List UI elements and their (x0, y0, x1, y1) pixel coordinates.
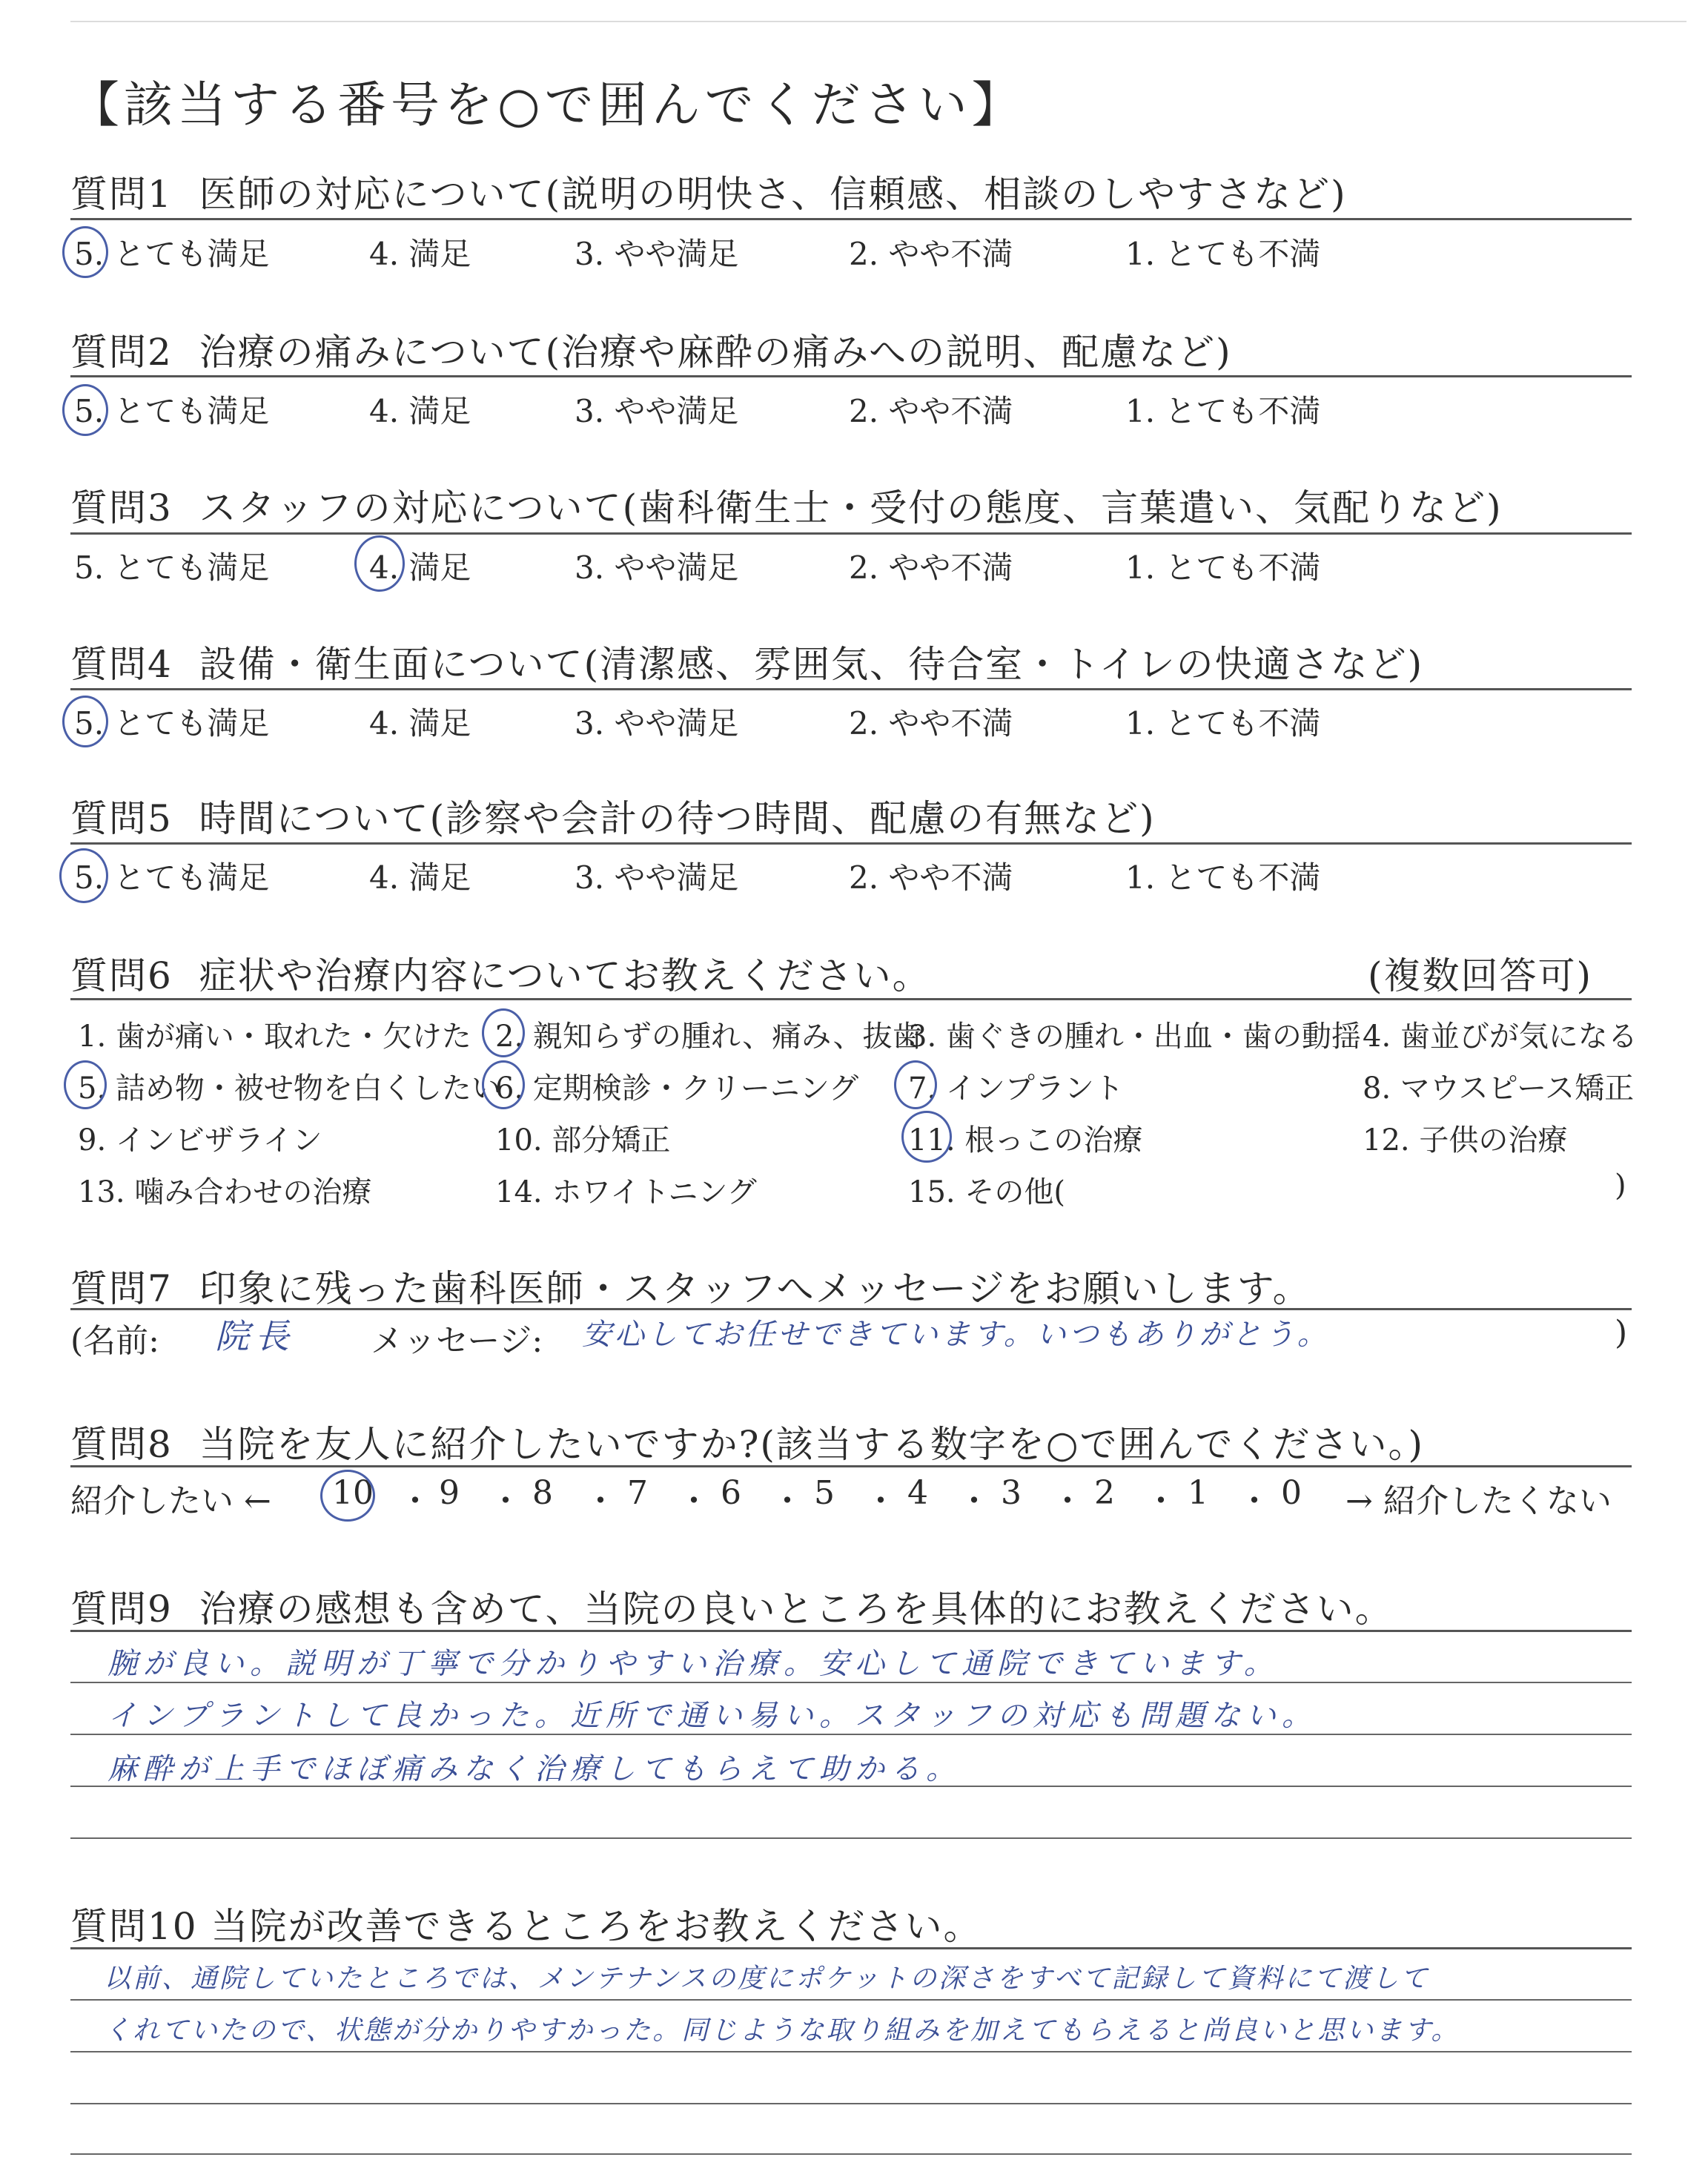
q5-option-5[interactable]: 5. とても満足 (74, 859, 270, 896)
q8-scale-right-label: → 紹介したくない (1345, 1482, 1612, 1520)
question-4-heading (70, 635, 1423, 688)
q3-option-3[interactable]: 3. やや満足 (575, 549, 739, 586)
q9-answer-line-1[interactable]: 腕が良い。説明が丁寧で分かりやすい治療。安心して通院できています。 (107, 1647, 1280, 1681)
q2-option-5[interactable]: 5. とても満足 (74, 393, 270, 429)
q9-writing-line (70, 1837, 1632, 1839)
q8-sep: ・ (399, 1482, 431, 1520)
q6-option-9[interactable]: 9. インビザライン (78, 1123, 322, 1157)
question-2-heading (70, 323, 1232, 376)
q8-sep: ・ (489, 1482, 522, 1520)
q3-option-5[interactable]: 5. とても満足 (74, 549, 270, 586)
q4-option-1[interactable]: 1. とても不満 (1125, 705, 1321, 742)
question-1-heading (70, 165, 1347, 218)
q8-sep: ・ (1051, 1482, 1084, 1520)
q6-option-5[interactable]: 5. 詰め物・被せ物を白くしたい (78, 1071, 501, 1106)
question-1-rule (70, 218, 1632, 220)
q2-option-4[interactable]: 4. 満足 (369, 393, 471, 429)
question-5-rule (70, 842, 1632, 845)
q5-option-1[interactable]: 1. とても不満 (1125, 859, 1321, 896)
question-10-heading (70, 1897, 982, 1950)
question-5-label: 質問5 (70, 797, 173, 840)
question-2-text: 治療の痛みについて(治療や麻酔の痛みへの説明、配慮など) (199, 331, 1232, 374)
q1-option-1[interactable]: 1. とても不満 (1125, 236, 1321, 272)
q8-sep: ・ (584, 1482, 617, 1520)
q6-answer-circle-5 (64, 1060, 107, 1109)
q10-answer-line-2[interactable]: くれていたので、状態が分かりやすかった。同じような取り組みを加えてもらえると尚良いと思います。 (104, 2015, 1460, 2046)
q3-option-1[interactable]: 1. とても不満 (1125, 549, 1321, 586)
q7-message-value[interactable]: 安心してお任せできています。いつもありがとう。 (582, 1318, 1330, 1352)
q5-option-4[interactable]: 4. 満足 (369, 859, 471, 896)
q1-option-4[interactable]: 4. 満足 (369, 236, 471, 272)
q1-option-2[interactable]: 2. やや不満 (849, 236, 1013, 272)
q9-answer-line-2[interactable]: インプラントして良かった。近所で通い易い。スタッフの対応も問題ない。 (107, 1699, 1317, 1733)
q8-value-0[interactable]: 0 (1281, 1474, 1302, 1512)
question-4-label: 質問4 (70, 643, 173, 686)
q4-answer-circle (62, 696, 108, 747)
q5-option-3[interactable]: 3. やや満足 (575, 859, 739, 896)
question-1-label: 質問1 (70, 173, 173, 216)
q8-sep: ・ (771, 1482, 804, 1520)
question-9-rule (70, 1630, 1632, 1632)
q6-option-8[interactable]: 8. マウスピース矯正 (1363, 1071, 1635, 1106)
question-3-label: 質問3 (70, 486, 173, 529)
question-10-rule (70, 1947, 1632, 1949)
question-7-rule (70, 1308, 1632, 1310)
q6-option-15[interactable]: 15. その他( (908, 1175, 1065, 1209)
q8-value-8[interactable]: 8 (532, 1474, 553, 1512)
question-2-label: 質問2 (70, 331, 173, 374)
q8-sep: ・ (1238, 1482, 1271, 1520)
q8-sep: ・ (864, 1482, 897, 1520)
question-6-text: 症状や治療内容についてお教えください。 (199, 954, 931, 997)
question-9-text: 治療の感想も含めて、当院の良いところを具体的にお教えください。 (199, 1588, 1394, 1631)
q8-value-4[interactable]: 4 (907, 1474, 928, 1512)
q8-value-10[interactable]: 10 (332, 1474, 374, 1512)
q8-sep: ・ (958, 1482, 990, 1520)
q6-answer-circle-6 (482, 1060, 525, 1109)
q8-value-6[interactable]: 6 (721, 1474, 741, 1512)
q10-writing-line (70, 2103, 1632, 2104)
q2-option-2[interactable]: 2. やや不満 (849, 393, 1013, 429)
question-6-heading (70, 946, 931, 1000)
q7-message-label: メッセージ: (371, 1322, 543, 1360)
q6-option-13[interactable]: 13. 噛み合わせの治療 (78, 1175, 372, 1209)
q10-writing-line (70, 1999, 1632, 2001)
q4-option-3[interactable]: 3. やや満足 (575, 705, 739, 742)
question-6-note: (複数回答可) (1368, 954, 1593, 997)
page-top-rule (70, 21, 1687, 22)
q3-answer-circle (354, 535, 405, 592)
q2-answer-circle (62, 384, 108, 436)
question-8-rule (70, 1465, 1632, 1467)
question-5-heading (70, 789, 1156, 842)
q1-option-5[interactable]: 5. とても満足 (74, 236, 270, 272)
q4-option-5[interactable]: 5. とても満足 (74, 705, 270, 742)
question-7-text: 印象に残った歯科医師・スタッフへメッセージをお願いします。 (199, 1267, 1311, 1310)
q6-option-14[interactable]: 14. ホワイトニング (495, 1175, 757, 1209)
q6-option-4[interactable]: 4. 歯並びが気になる (1363, 1020, 1638, 1054)
question-3-heading (70, 478, 1503, 532)
page-title: 【該当する番号を○で囲んでください】 (70, 76, 1025, 133)
q8-value-7[interactable]: 7 (627, 1474, 648, 1512)
q4-option-2[interactable]: 2. やや不満 (849, 705, 1013, 742)
q6-option-6[interactable]: 6. 定期検診・クリーニング (495, 1071, 859, 1106)
q6-option-1[interactable]: 1. 歯が痛い・取れた・欠けた (78, 1020, 471, 1054)
q6-option-2[interactable]: 2. 親知らずの腫れ、痛み、抜歯 (495, 1020, 922, 1054)
q6-option-7[interactable]: 7. インプラント (908, 1071, 1124, 1106)
q8-value-2[interactable]: 2 (1094, 1474, 1115, 1512)
q3-option-2[interactable]: 2. やや不満 (849, 549, 1013, 586)
question-2-rule (70, 375, 1632, 377)
question-7-heading (70, 1259, 1311, 1312)
q8-sep: ・ (1145, 1482, 1177, 1520)
question-8-label: 質問8 (70, 1423, 173, 1466)
question-10-text: 当院が改善できるところをお教えください。 (211, 1905, 982, 1948)
q8-answer-circle (320, 1470, 375, 1522)
question-6-rule (70, 998, 1632, 1000)
question-4-text: 設備・衛生面について(清潔感、雰囲気、待合室・トイレの快適さなど) (199, 643, 1424, 686)
q8-scale-left-label: 紹介したい ← (70, 1482, 271, 1520)
question-6-label: 質問6 (70, 954, 173, 997)
q6-answer-circle-11 (901, 1111, 952, 1163)
question-4-rule (70, 688, 1632, 690)
q6-option-3[interactable]: 3. 歯ぐきの腫れ・出血・歯の動揺 (908, 1020, 1361, 1054)
q8-value-9[interactable]: 9 (439, 1474, 460, 1512)
q3-option-4[interactable]: 4. 満足 (369, 549, 471, 586)
q6-answer-circle-7 (894, 1060, 937, 1109)
q4-option-4[interactable]: 4. 満足 (369, 705, 471, 742)
q6-answer-circle-2 (482, 1008, 525, 1057)
q9-answer-line-3[interactable]: 麻酔が上手でほぼ痛みなく治療してもらえて助かる。 (107, 1752, 961, 1786)
question-5-text: 時間について(診察や会計の待つ時間、配慮の有無など) (199, 797, 1156, 840)
q5-option-2[interactable]: 2. やや不満 (849, 859, 1013, 896)
question-3-rule (70, 532, 1632, 535)
q6-option-11[interactable]: 11. 根っこの治療 (908, 1123, 1143, 1157)
q5-answer-circle (59, 848, 108, 903)
q10-writing-line (70, 2051, 1632, 2052)
q2-option-3[interactable]: 3. やや満足 (575, 393, 739, 429)
q8-value-1[interactable]: 1 (1188, 1474, 1208, 1512)
q7-name-label: (名前: (70, 1322, 159, 1360)
q10-answer-line-1[interactable]: 以前、通院していたところでは、メンテナンスの度にポケットの深さをすべて記録して資料にて渡して (104, 1964, 1430, 1994)
q8-sep: ・ (678, 1482, 710, 1520)
q6-option-10[interactable]: 10. 部分矯正 (495, 1123, 671, 1157)
question-7-label: 質問7 (70, 1267, 173, 1310)
q6-option-15-close: ) (1615, 1169, 1626, 1203)
q8-value-5[interactable]: 5 (814, 1474, 835, 1512)
q7-name-value[interactable]: 院長 (215, 1316, 295, 1356)
q6-option-12[interactable]: 12. 子供の治療 (1363, 1123, 1568, 1157)
q2-option-1[interactable]: 1. とても不満 (1125, 393, 1321, 429)
question-9-label: 質問9 (70, 1588, 173, 1631)
q1-answer-circle (62, 226, 108, 278)
q7-close-paren: ) (1615, 1314, 1628, 1352)
question-3-text: スタッフの対応について(歯科衛生士・受付の態度、言葉遣い、気配りなど) (199, 486, 1503, 529)
question-8-text: 当院を友人に紹介したいですか?(該当する数字を○で囲んでください。) (199, 1423, 1425, 1466)
question-10-label: 質問10 (70, 1905, 198, 1948)
question-8-heading (70, 1415, 1424, 1468)
q8-value-3[interactable]: 3 (1001, 1474, 1022, 1512)
q10-writing-line (70, 2153, 1632, 2155)
q1-option-3[interactable]: 3. やや満足 (575, 236, 739, 272)
question-1-text: 医師の対応について(説明の明快さ、信頼感、相談のしやすさなど) (199, 173, 1347, 216)
question-9-heading (70, 1579, 1394, 1633)
